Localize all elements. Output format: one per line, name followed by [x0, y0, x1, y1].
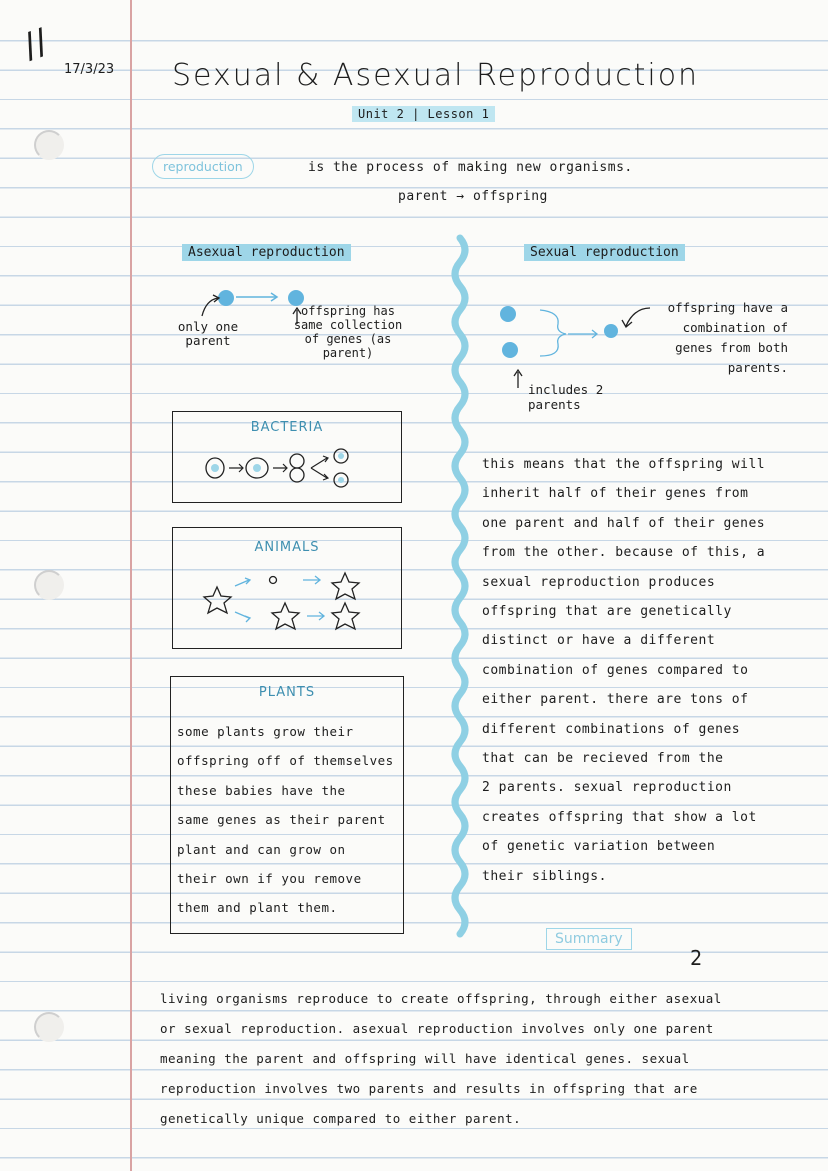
binder-hole [34, 570, 64, 600]
paragraph-line: this means that the offspring will [482, 457, 766, 472]
plants-text-line: some plants grow their [177, 724, 354, 739]
plants-title: PLANTS [258, 685, 316, 700]
definition-text: is the process of making new organisms. [308, 160, 633, 175]
plants-text-line: same genes as their parent [177, 812, 386, 828]
date: 17/3/23 [64, 62, 115, 77]
margin-line [130, 0, 132, 1171]
bacteria-title: BACTERIA [250, 420, 324, 435]
lesson-subtitle: Unit 2 | Lesson 1 [352, 106, 495, 122]
paragraph-line: their siblings. [482, 868, 607, 884]
sexual-offspring-label: offspring have a combination of genes from both parents. [667, 300, 788, 375]
paragraph-line: offspring that are genetically [482, 604, 732, 620]
binary-fission-icon [203, 444, 373, 492]
plants-box [170, 676, 404, 934]
sexual-heading: Sexual reproduction [524, 244, 685, 261]
paragraph-line: creates offspring that show a lot [482, 809, 757, 825]
binder-hole [34, 1012, 64, 1042]
paragraph-line: combination of genes compared to [482, 662, 749, 678]
summary-text [160, 984, 800, 1134]
plants-text-line: them and plant them. [177, 900, 338, 916]
paragraph-line: inherit half of their genes from [482, 486, 749, 502]
summary-line: or sexual reproduction. asexual reproduction involves only one parent [160, 1021, 714, 1036]
only-one-parent-label: only one parent [177, 319, 239, 348]
paragraph-line: sexual reproduction produces [482, 574, 716, 590]
wavy-divider [440, 234, 480, 940]
corner-marks: // [17, 21, 54, 67]
includes-two-parents-label: includes 2 parents [528, 382, 604, 412]
paragraph-line: one parent and half of their genes [482, 515, 766, 531]
sexual-arrows [510, 296, 660, 396]
animals-title: ANIMALS [254, 540, 320, 555]
paragraph-line: distinct or have a different [482, 633, 716, 649]
parent-offspring-flow: parent → offspring [398, 189, 548, 204]
plants-text-line: plant and can grow on [177, 841, 346, 857]
paragraph-line: either parent. there are tons of [482, 692, 749, 708]
bacteria-box [172, 411, 402, 503]
paragraph-line: 2 parents. sexual reproduction [482, 780, 732, 796]
paragraph-line: different combinations of genes [482, 721, 741, 737]
asexual-offspring-label: offspring has same collection of genes (as parent) [293, 304, 403, 360]
plants-text-line: their own if you remove [177, 871, 362, 887]
page-title: Sexual & Asexual Reproduction [172, 58, 700, 93]
plants-text [177, 717, 394, 923]
term-cloud: reproduction [152, 154, 254, 179]
summary-line: meaning the parent and offspring will have identical genes. sexual [160, 1051, 690, 1066]
plants-text-line: these babies have the [177, 782, 346, 798]
binder-hole [34, 130, 64, 160]
plants-text-line: offspring off of themselves [177, 753, 394, 769]
paragraph-line: that can be recieved from the [482, 751, 724, 767]
summary-line: living organisms reproduce to create offspring, through either asexual [160, 991, 722, 1006]
asexual-heading: Asexual reproduction [182, 244, 351, 261]
summary-line: genetically unique compared to either parent. [160, 1111, 522, 1126]
summary-line: reproduction involves two parents and results in offspring that are [160, 1081, 698, 1096]
animals-box [172, 527, 402, 649]
budding-animals-icon [193, 566, 393, 642]
paragraph-line: of genetic variation between [482, 839, 716, 855]
paragraph-line: from the other. because of this, a [482, 545, 766, 561]
summary-label: Summary [546, 928, 632, 950]
sexual-paragraph [482, 450, 802, 891]
page-number: 2 [690, 946, 703, 970]
